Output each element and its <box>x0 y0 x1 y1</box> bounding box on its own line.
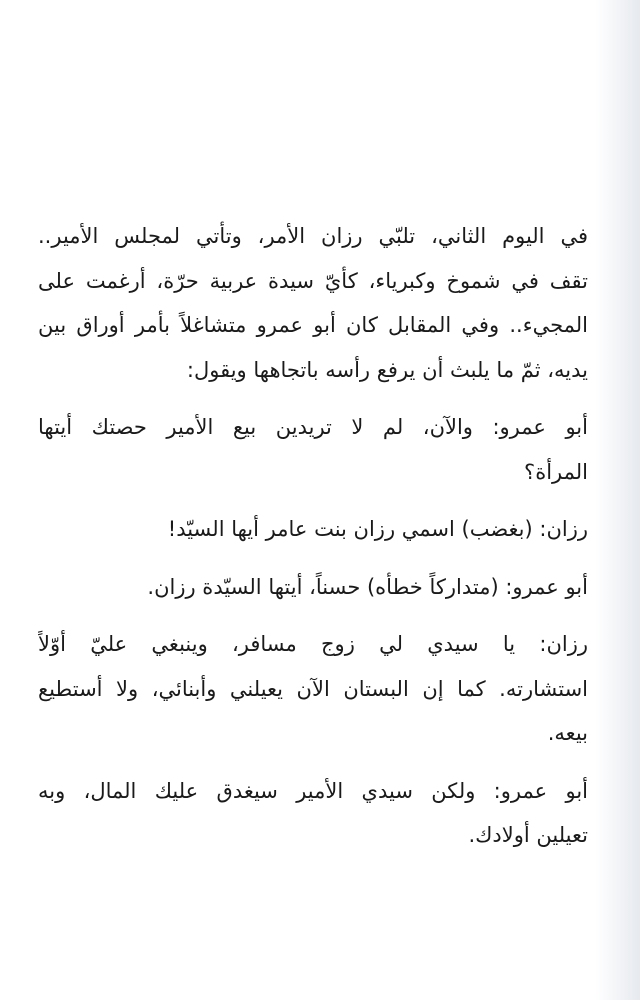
text-line: أبو عمرو: ولكن سيدي الأمير سيغدق عليك المال، وبه <box>38 778 588 803</box>
text-line: المرأة؟ <box>524 459 588 484</box>
paragraph-dialogue-abu-amr-2 <box>38 565 588 610</box>
paragraph-dialogue-razan-2 <box>38 622 588 756</box>
paragraph-dialogue-abu-amr-3 <box>38 769 588 858</box>
text-line: تعيلين أولادك. <box>468 823 588 847</box>
text-line: تقف في شموخ وكبرياء، كأيّ سيدة عربية حرّة، أرغمت على <box>38 268 588 293</box>
text-line: أبو عمرو: والآن، لم لا تريدين بيع الأمير حصتك أيتها <box>38 415 588 439</box>
text-line: رزان: يا سيدي لي زوج مسافر، وينبغي عليّ أوّلاً <box>38 632 588 656</box>
paragraph-dialogue-razan-1 <box>38 507 588 552</box>
text-line: يديه، ثمّ ما يلبث أن يرفع رأسه باتجاهها ويقول: <box>186 357 588 382</box>
paragraph-dialogue-abu-amr-1 <box>38 405 588 494</box>
text-line: استشارته. كما إن البستان الآن يعيلني وأبنائي، ولا أستطيع <box>38 676 588 701</box>
text-line: رزان: (بغضب) اسمي رزان بنت عامر أيها السيّد! <box>167 517 588 541</box>
text-line: في اليوم الثاني، تلبّي رزان الأمر، وتأتي لمجلس الأمير.. <box>38 224 588 248</box>
text-line: المجيء.. وفي المقابل كان أبو عمرو متشاغلاً بأمر أوراق بين <box>38 313 588 337</box>
text-line: بيعه. <box>547 721 588 745</box>
page-text <box>38 214 588 858</box>
paragraph-narration <box>38 214 588 392</box>
text-line: أبو عمرو: (متداركاً خطأه) حسناً، أيتها السيّدة رزان. <box>147 574 588 599</box>
